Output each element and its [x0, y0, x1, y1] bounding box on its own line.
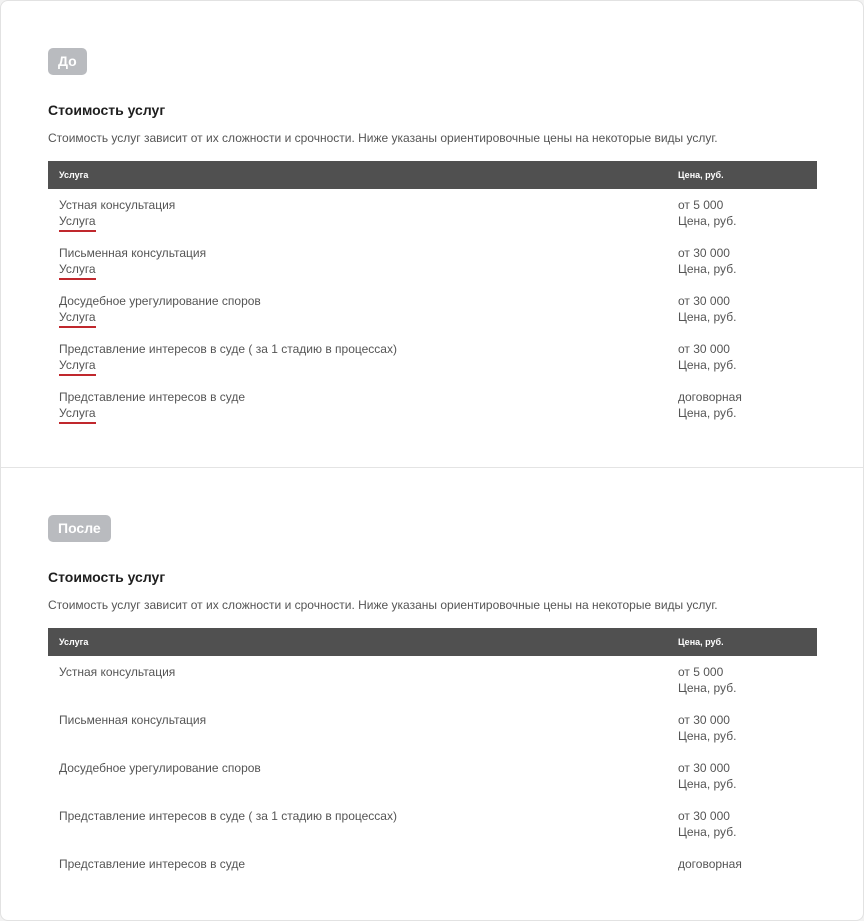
price-value: от 30 000	[678, 246, 730, 260]
price-mobile-label: Цена, руб.	[678, 310, 737, 324]
service-name: Устная консультация	[59, 198, 176, 212]
price-value: от 30 000	[678, 713, 730, 727]
service-cell	[59, 664, 175, 680]
price-value: договорная	[678, 390, 742, 404]
table-header	[48, 161, 817, 189]
service-mobile-label: Услуга	[59, 214, 96, 232]
service-cell	[59, 197, 175, 232]
table-row	[48, 285, 817, 333]
service-name: Представление интересов в суде ( за 1 стадию в процессах)	[59, 342, 397, 356]
service-mobile-label: Услуга	[59, 262, 96, 280]
price-mobile-label: Цена, руб.	[678, 729, 737, 743]
service-mobile-label: Услуга	[59, 310, 96, 328]
service-cell	[59, 389, 245, 424]
service-name: Письменная консультация	[59, 246, 207, 260]
section-title: Стоимость услуг	[48, 569, 166, 585]
table-row	[48, 237, 817, 285]
price-cell	[678, 760, 736, 792]
price-value: от 30 000	[678, 809, 730, 823]
table-row	[48, 800, 817, 848]
service-name: Представление интересов в суде	[59, 857, 246, 871]
price-value: от 30 000	[678, 761, 730, 775]
price-value: от 30 000	[678, 294, 730, 308]
header-service: Услуга	[59, 170, 89, 180]
section-title: Стоимость услуг	[48, 102, 166, 118]
table-row	[48, 752, 817, 800]
table-body	[48, 189, 817, 429]
service-cell	[59, 245, 206, 280]
header-service: Услуга	[59, 637, 89, 647]
price-cell	[678, 341, 736, 373]
table-row	[48, 189, 817, 237]
price-mobile-label: Цена, руб.	[678, 825, 737, 839]
service-cell	[59, 808, 397, 824]
price-table	[48, 628, 817, 896]
table-row	[48, 333, 817, 381]
price-cell	[678, 712, 736, 744]
service-cell	[59, 712, 206, 728]
header-price: Цена, руб.	[678, 637, 724, 647]
section-description: Стоимость услуг зависит от их сложности и срочности. Ниже указаны ориентировочные цены на некоторые виды услуг.	[48, 131, 718, 145]
service-mobile-label: Услуга	[59, 358, 96, 376]
price-value: от 5 000	[678, 665, 724, 679]
price-cell	[678, 808, 736, 840]
table-row	[48, 848, 817, 896]
service-name: Устная консультация	[59, 665, 176, 679]
table-row	[48, 704, 817, 752]
after-badge: После	[48, 515, 111, 542]
price-value: от 5 000	[678, 198, 724, 212]
price-cell	[678, 664, 736, 696]
after-panel	[1, 468, 863, 920]
service-name: Письменная консультация	[59, 713, 207, 727]
table-header	[48, 628, 817, 656]
price-mobile-label: Цена, руб.	[678, 358, 737, 372]
before-panel	[1, 1, 863, 468]
price-cell	[678, 856, 742, 872]
service-cell	[59, 341, 397, 376]
price-mobile-label: Цена, руб.	[678, 262, 737, 276]
table-body	[48, 656, 817, 896]
service-name: Досудебное урегулирование споров	[59, 761, 261, 775]
service-cell	[59, 760, 261, 776]
price-cell	[678, 389, 742, 421]
price-mobile-label: Цена, руб.	[678, 406, 737, 420]
price-mobile-label: Цена, руб.	[678, 214, 737, 228]
price-mobile-label: Цена, руб.	[678, 681, 737, 695]
price-cell	[678, 293, 736, 325]
service-name: Представление интересов в суде	[59, 390, 246, 404]
price-table	[48, 161, 817, 429]
price-value: от 30 000	[678, 342, 730, 356]
service-name: Досудебное урегулирование споров	[59, 294, 261, 308]
price-cell	[678, 197, 736, 229]
service-cell	[59, 856, 245, 872]
table-row	[48, 381, 817, 429]
before-badge: До	[48, 48, 87, 75]
table-row	[48, 656, 817, 704]
service-cell	[59, 293, 261, 328]
price-value: договорная	[678, 857, 742, 871]
service-mobile-label: Услуга	[59, 406, 96, 424]
section-description: Стоимость услуг зависит от их сложности и срочности. Ниже указаны ориентировочные цены на некоторые виды услуг.	[48, 598, 718, 612]
header-price: Цена, руб.	[678, 170, 724, 180]
price-mobile-label: Цена, руб.	[678, 777, 737, 791]
price-cell	[678, 245, 736, 277]
service-name: Представление интересов в суде ( за 1 стадию в процессах)	[59, 809, 397, 823]
